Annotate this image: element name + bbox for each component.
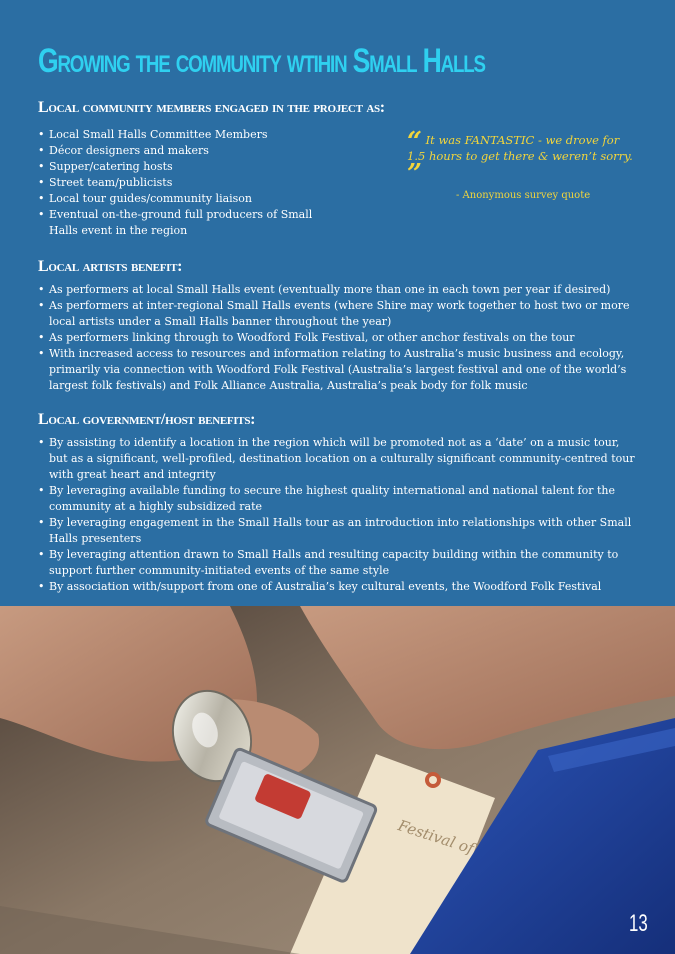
government-list xyxy=(38,435,638,595)
list-item: • By leveraging engagement in the Small Halls tour as an introduction into relationships with other Small Halls presenters xyxy=(38,515,638,547)
list-item: • Local Small Halls Committee Members xyxy=(38,127,338,143)
page-number: 13 xyxy=(629,910,648,937)
list-item: • Supper/catering hosts xyxy=(38,159,338,175)
page-title: Growing the community wtihin Small Halls xyxy=(38,42,485,80)
open-quote-mark: “ xyxy=(407,127,422,157)
list-item: • By association with/support from one of Australia’s key cultural events, the Woodford Folk Festival xyxy=(38,579,638,595)
section-heading-artists: Local artists benefit: xyxy=(38,258,183,275)
section-heading-community: Local community members engaged in the project as: xyxy=(38,99,385,116)
list-item: • As performers at local Small Halls event (eventually more than one in each town per year if desired) xyxy=(38,282,638,298)
list-item: • Décor designers and makers xyxy=(38,143,338,159)
quote-attribution: - Anonymous survey quote xyxy=(456,190,591,201)
stamping-photo xyxy=(0,606,675,954)
section-heading-government: Local government/host benefits: xyxy=(38,411,256,428)
list-item: • By leveraging available funding to secure the highest quality international and national talent for the community at a highly subsidized rate xyxy=(38,483,638,515)
list-item: • As performers at inter-regional Small Halls events (where Shire may work together to host two or more local artists under a Small Halls banner throughout the year) xyxy=(38,298,638,330)
list-item: • By leveraging attention drawn to Small Halls and resulting capacity building within the community to support further community-initiated events of the same style xyxy=(38,547,638,579)
list-item: • Street team/publicists xyxy=(38,175,338,191)
quote-text: It was FANTASTIC - we drove for 1.5 hours to get there & weren’t sorry. xyxy=(407,133,633,163)
list-item: • As performers linking through to Woodford Folk Festival, or other anchor festivals on the tour xyxy=(38,330,638,346)
artists-list xyxy=(38,282,638,394)
survey-quote xyxy=(407,127,637,189)
list-item: • With increased access to resources and information relating to Australia’s music business and ecology, primarily via connection with Woodford Folk Festival (Australia’s largest festival and one of the world’s largest folk festivals) and Folk Alliance Australia, Australia’s peak body for folk music xyxy=(38,346,638,394)
list-item: • Local tour guides/community liaison xyxy=(38,191,338,207)
close-quote-mark: ” xyxy=(407,159,422,189)
list-item: • Eventual on-the-ground full producers of Small Halls event in the region xyxy=(38,207,338,239)
stamp-imprint: Festival of xyxy=(395,816,477,858)
list-item: • By assisting to identify a location in the region which will be promoted not as a ‘date’ on a music tour, but as a significant, well-profiled, destination location on a culturally significant community-centred tour with great heart and integrity xyxy=(38,435,638,483)
community-list xyxy=(38,127,338,239)
